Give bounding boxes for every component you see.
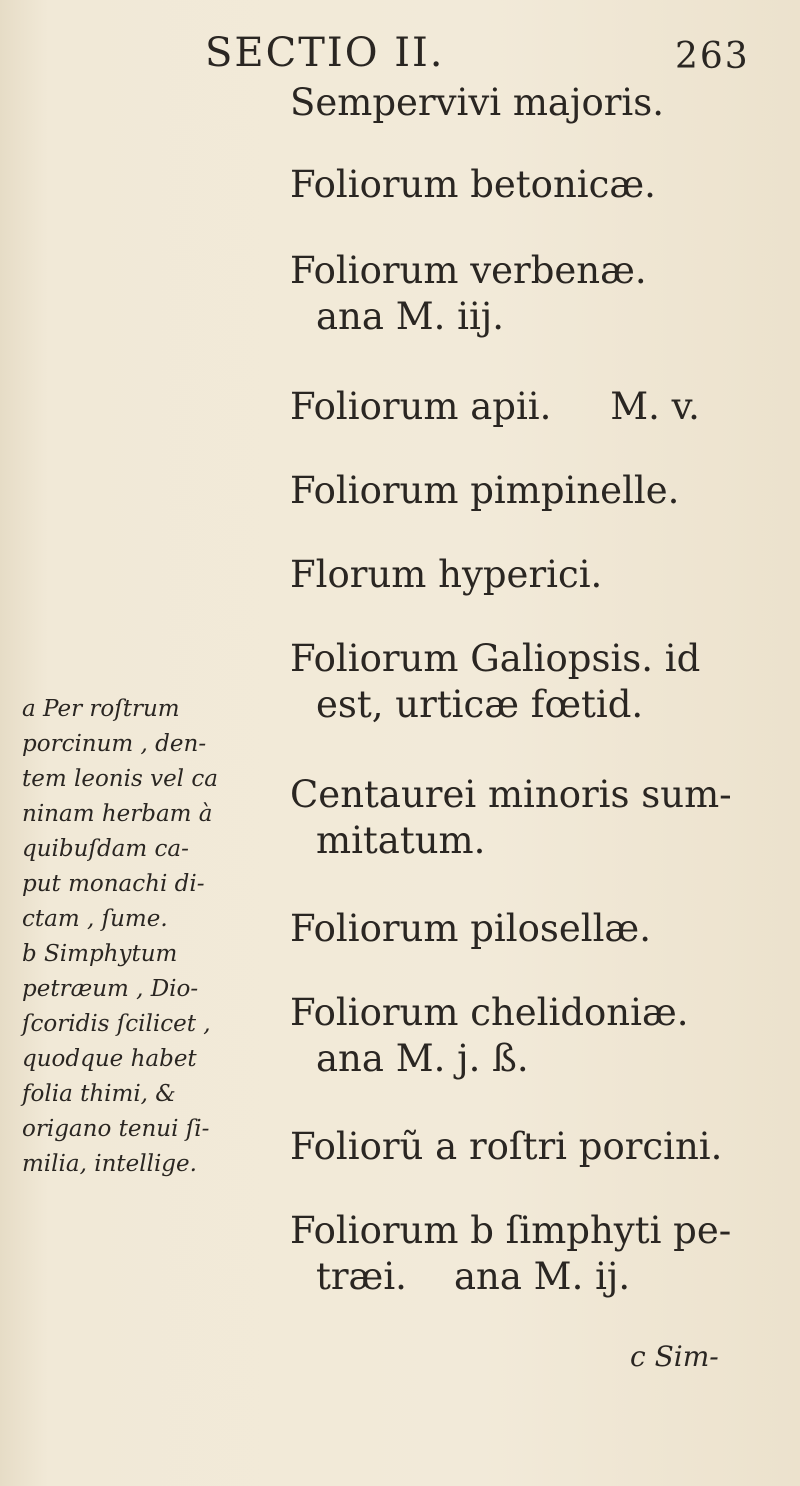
entry-line: Foliorum Galiopsis. id [290,637,701,680]
entry-line: Centaurei minoris sum- [290,773,732,816]
note-line: put monachi di- [22,871,205,897]
entry-line: Foliorum apii. M. v. [290,385,700,428]
note-line: ſcoridis ſcilicet , [22,1011,211,1037]
note-line: a Per roſtrum [22,696,180,722]
note-line: quodque habet [22,1046,197,1072]
entry-line-continuation: ana M. iij. [316,295,505,338]
note-line: milia, intellige. [22,1151,197,1177]
entry-line: Florum hyperici. [290,553,603,596]
recipe-entry [290,772,732,864]
section-title: SECTIO II. [205,30,445,76]
note-line: quibuſdam ca- [22,836,189,862]
entry-line: Foliorum betonicæ. [290,163,656,206]
entry-line-continuation: træi. ana M. ij. [316,1255,631,1298]
recipe-entry [290,906,651,952]
margin-notes [22,692,287,1182]
entry-line-continuation: est, urticæ fœtid. [316,683,644,726]
recipe-entry [290,384,700,430]
entry-line: Foliorum b ſimphyti pe- [290,1209,732,1252]
entry-line: Sempervivi majoris. [290,81,664,124]
entry-line-continuation: ana M. j. ß. [316,1037,529,1080]
recipe-entry [290,80,664,126]
entry-line: Foliorũ a roſtri porcini. [290,1125,723,1168]
note-line: origano tenui ſi- [22,1116,210,1142]
recipe-entry [290,636,700,728]
page-number: 263 [675,36,750,77]
entry-line: Foliorum pimpinelle. [290,469,680,512]
entry-line-continuation: mitatum. [316,819,486,862]
entry-line: Foliorum pilosellæ. [290,907,651,950]
note-line: ctam , ſume. [22,906,168,932]
note-line: b Simphytum [22,941,178,967]
note-line: petræum , Dio- [22,976,199,1002]
note-line: folia thimi, & [22,1081,176,1107]
recipe-entry [290,552,602,598]
recipe-entry [290,162,656,208]
recipe-entry [290,248,647,340]
recipe-entry [290,468,679,514]
recipe-entry [290,990,689,1082]
recipe-entry [290,1208,731,1300]
recipe-entry [290,1124,722,1170]
entry-line: Foliorum verbenæ. [290,249,647,292]
note-line: porcinum , den- [22,731,207,757]
entry-line: Foliorum chelidoniæ. [290,991,689,1034]
catchword: c Sim- [630,1340,719,1373]
note-line: ninam herbam à [22,801,213,827]
note-line: tem leonis vel ca [22,766,218,792]
